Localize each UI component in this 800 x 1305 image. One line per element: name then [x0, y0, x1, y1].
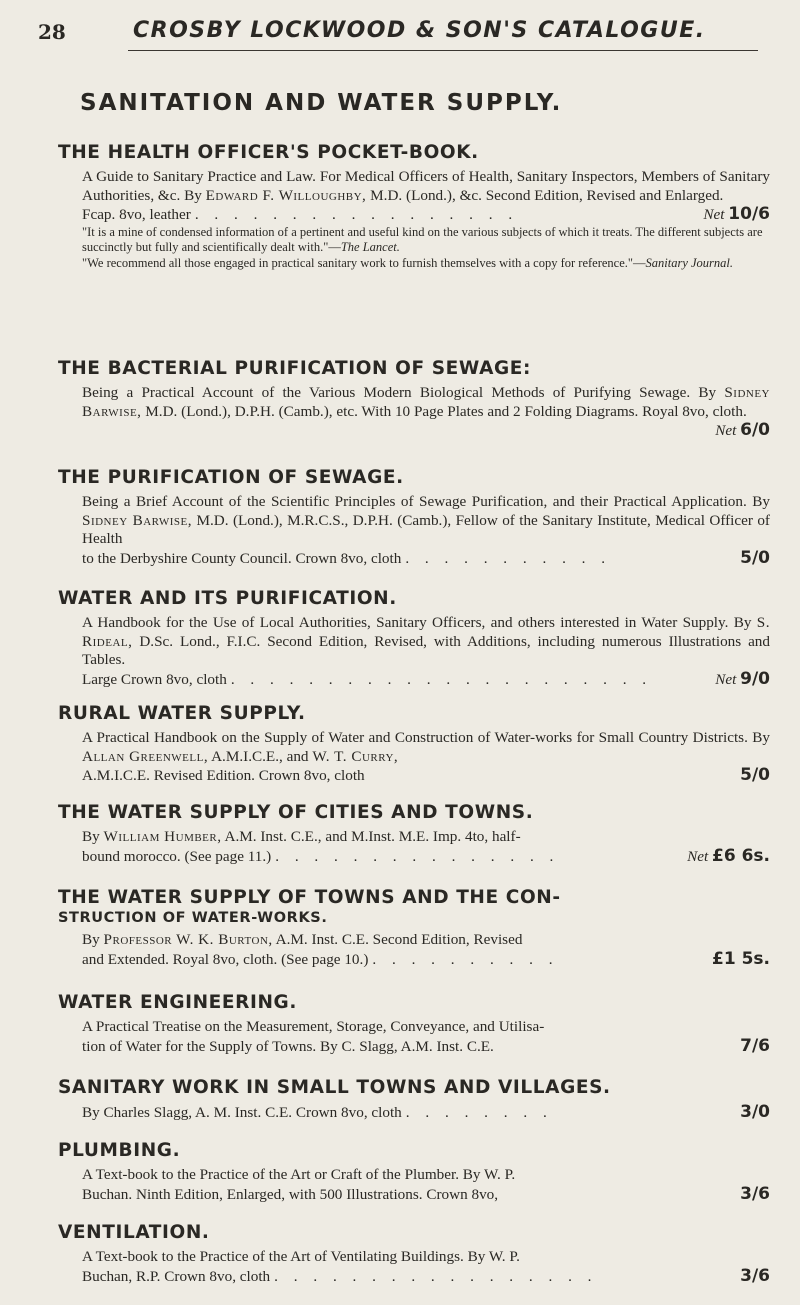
leader-dots: . . . . . . . .	[405, 1104, 553, 1121]
entry-description: By William Humber, A.M. Inst. C.E., and M.Inst. M.E. Imp. 4to, half- bound morocco. (See page 11.) . . . . . . . . . . . . . . . Net £6 6s.	[82, 828, 770, 866]
author-name: S. Rideal,	[82, 614, 770, 650]
price-line	[82, 1037, 770, 1057]
running-head	[38, 20, 778, 50]
review-quote: "We recommend all those engaged in practical sanitary work to furnish themselves with a copy for reference."—Sanitary Journal.	[82, 255, 734, 270]
net-label: Net	[715, 422, 737, 439]
price: 3/0	[740, 1102, 770, 1122]
price: 3/6	[740, 1183, 770, 1204]
entry-title: THE HEALTH OFFICER'S POCKET-BOOK.	[58, 142, 479, 163]
price-line	[82, 1267, 770, 1287]
review-source: The Lancet.	[340, 240, 400, 254]
page-number: 28	[38, 20, 66, 44]
price: 5/0	[740, 547, 770, 568]
price-line	[82, 421, 770, 441]
entry-description: A Text-book to the Practice of the Art or Craft of the Plumber. By W. P. Buchan. Ninth Edition, Enlarged, with 500 Illustrations. Crown 8vo, 3/6	[82, 1166, 770, 1204]
leader-dots: . . . . . . . . . . . . . . . . .	[274, 1267, 598, 1285]
review-quote: "It is a mine of condensed information of a pertinent and useful kind on the various subjects of which it treats. The different subjects are succinctly but fully and scientifically dealt with."—The Lancet.	[82, 224, 763, 254]
author-name: Edward F. Willoughby,	[205, 186, 367, 204]
header-rule	[128, 50, 758, 51]
entry-description: A Handbook for the Use of Local Authorities, Sanitary Officers, and others interested in Water Supply. By S. Rideal, D.Sc. Lond., F.I.C. Second Edition, Revised, with Additions, including numerous Illustrations and Tables. Large Crown 8vo, cloth . . . . . . . . . . . . . . . . . . . . . . Net 9/0	[82, 614, 770, 689]
leader-dots: . . . . . . . . . . . . . . .	[275, 847, 560, 865]
format-text: bound morocco. (See page 11.)	[82, 847, 272, 865]
entry-description: Being a Practical Account of the Various Modern Biological Methods of Purifying Sewage. By Sidney Barwise, M.D. (Lond.), D.P.H. (Camb.), etc. With 10 Page Plates and 2 Folding Diagrams. Royal 8vo, cloth. Net 6/0	[82, 384, 770, 440]
author-name: Sidney Barwise,	[82, 384, 770, 420]
catalogue-entry-health-officer	[58, 142, 770, 271]
catalogue-entry-rural-water-supply	[58, 703, 770, 786]
entry-title: PLUMBING.	[58, 1140, 181, 1161]
entry-description: A Practical Treatise on the Measurement, Storage, Conveyance, and Utilisa- tion of Water for the Supply of Towns. By C. Slagg, A.M. Inst. C.E. 7/6	[82, 1018, 770, 1056]
price: £1 5s.	[712, 948, 770, 969]
price-line	[82, 1103, 770, 1123]
format-text: Buchan, R.P. Crown 8vo, cloth	[82, 1267, 271, 1285]
section-title: SANITATION AND WATER SUPPLY.	[80, 90, 563, 116]
price-line	[82, 1185, 770, 1205]
price: 10/6	[728, 204, 770, 224]
leader-dots: . . . . . . . . . .	[372, 950, 559, 968]
entry-title-continued: STRUCTION OF WATER-WORKS.	[58, 910, 328, 926]
price-line	[82, 549, 770, 569]
entry-description: A Practical Handbook on the Supply of Water and Construction of Water-works for Small Country Districts. By Allan Greenwell, A.M.I.C.E., and W. T. Curry, A.M.I.C.E. Revised Edition. Crown 8vo, cloth 5/0	[82, 729, 770, 785]
entry-title: RURAL WATER SUPPLY.	[58, 703, 306, 724]
catalogue-entry-ventilation	[58, 1222, 770, 1286]
entry-title: THE WATER SUPPLY OF CITIES AND TOWNS.	[58, 802, 534, 823]
author-name: Professor W. K. Burton,	[103, 931, 273, 948]
price-line	[82, 847, 770, 867]
price: 6/0	[740, 420, 770, 440]
price: 9/0	[740, 668, 770, 689]
price: £6 6s.	[712, 845, 770, 866]
catalogue-entry-water-engineering	[58, 992, 770, 1056]
price-line	[82, 766, 770, 786]
entry-title: VENTILATION.	[58, 1222, 210, 1243]
leader-dots: . . . . . . . . . . . . . . . . .	[194, 206, 519, 223]
entry-title: SANITARY WORK IN SMALL TOWNS AND VILLAGES.	[58, 1077, 611, 1098]
entry-title: THE WATER SUPPLY OF TOWNS AND THE CON- STRUCTION OF WATER-WORKS.	[58, 887, 770, 927]
format-text: tion of Water for the Supply of Towns. By C. Slagg, A.M. Inst. C.E.	[82, 1037, 494, 1055]
catalogue-entry-sanitary-work	[58, 1077, 770, 1123]
author-name: Sidney Barwise,	[82, 511, 193, 529]
catalogue-entry-purification-of-sewage	[58, 467, 770, 568]
catalogue-entry-plumbing	[58, 1140, 770, 1204]
entry-description: By Professor W. K. Burton, A.M. Inst. C.E. Second Edition, Revised and Extended. Royal 8vo, cloth. (See page 10.) . . . . . . . . . . £1 5s.	[82, 931, 770, 969]
leader-dots: . . . . . . . . . . . . . . . . . . . . . .	[230, 670, 653, 688]
entry-description: Being a Brief Account of the Scientific Principles of Sewage Purification, and their Practical Application. By Sidney Barwise, M.D. (Lond.), M.R.C.S., D.P.H. (Camb.), Fellow of the Sanitary Institute, Medical Officer of Health to the Derbyshire County Council. Crown 8vo, cloth . . . . . . . . . . . 5/0	[82, 493, 770, 568]
format-text: Buchan. Ninth Edition, Enlarged, with 500 Illustrations. Crown 8vo,	[82, 1185, 499, 1203]
entry-description: A Guide to Sanitary Practice and Law. For Medical Officers of Health, Sanitary Inspectors, Members of Sanitary Authorities, &c. By Edward F. Willoughby, M.D. (Lond.), &c. Second Edition, Revised and Enlarged. Fcap. 8vo, leather . . . . . . . . . . . . . . . . . Net 10/6	[82, 168, 770, 224]
leader-dots: . . . . . . . . . . .	[405, 549, 612, 567]
format-text: and Extended. Royal 8vo, cloth. (See page 10.)	[82, 950, 369, 968]
format-text: A.M.I.C.E. Revised Edition. Crown 8vo, cloth	[82, 767, 365, 784]
format-text: By Charles Slagg, A. M. Inst. C.E. Crown 8vo, cloth	[82, 1104, 402, 1121]
price: 7/6	[740, 1035, 770, 1056]
catalogue-entry-water-supply-cities	[58, 802, 770, 866]
author-name: Allan Greenwell,	[82, 747, 209, 765]
net-label: Net	[687, 847, 709, 865]
entry-description	[58, 1103, 770, 1123]
entry-title: WATER AND ITS PURIFICATION.	[58, 588, 397, 609]
author-name: W. T. Curry,	[312, 747, 399, 765]
catalogue-entry-bacterial-purification	[58, 358, 770, 441]
format-text: Fcap. 8vo, leather	[82, 206, 191, 223]
entry-title: WATER ENGINEERING.	[58, 992, 297, 1013]
entry-title: THE BACTERIAL PURIFICATION OF SEWAGE:	[58, 358, 532, 379]
price-line	[82, 205, 770, 225]
catalogue-entry-water-purification	[58, 588, 770, 689]
running-head-title: CROSBY LOCKWOOD & SON'S CATALOGUE.	[133, 18, 706, 43]
author-name: William Humber,	[103, 828, 222, 845]
catalogue-entry-water-supply-towns	[58, 887, 770, 969]
review-source: Sanitary Journal.	[645, 255, 734, 270]
price: 5/0	[740, 765, 770, 785]
entry-title: THE PURIFICATION OF SEWAGE.	[58, 467, 404, 488]
format-text: Large Crown 8vo, cloth	[82, 670, 227, 688]
net-label: Net	[715, 670, 737, 688]
entry-description: A Text-book to the Practice of the Art of Ventilating Buildings. By W. P. Buchan, R.P. Crown 8vo, cloth . . . . . . . . . . . . . . . . . 3/6	[82, 1248, 770, 1286]
price-line	[82, 670, 770, 690]
net-label: Net	[703, 206, 725, 223]
format-text: to the Derbyshire County Council. Crown 8vo, cloth	[82, 549, 402, 567]
price: 3/6	[740, 1265, 770, 1286]
price-line	[82, 950, 770, 970]
